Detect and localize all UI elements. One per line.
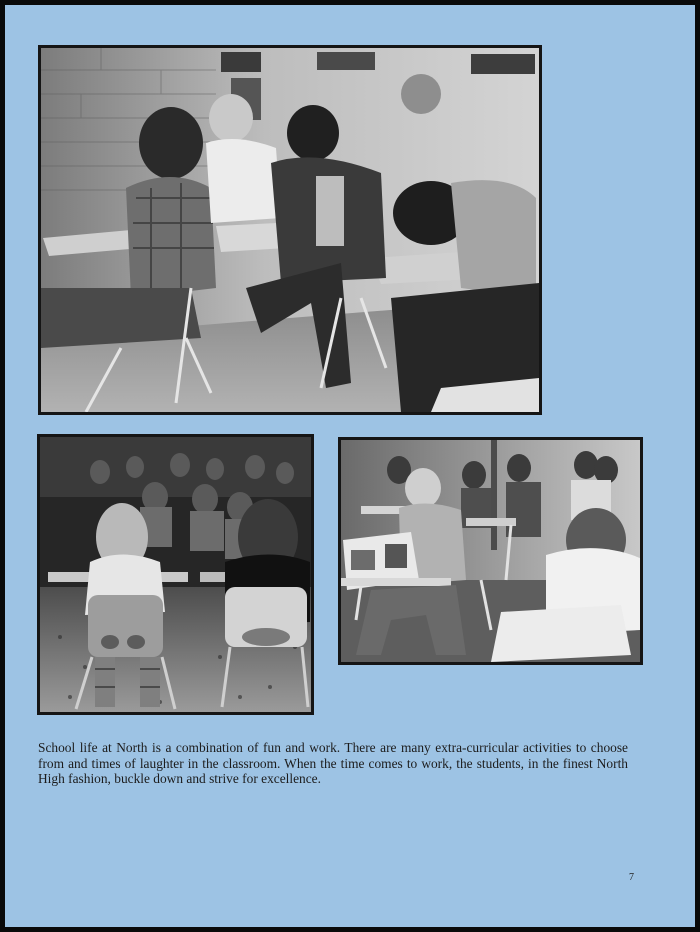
classroom-photo-top-image bbox=[41, 48, 539, 412]
classroom-photo-right bbox=[338, 437, 643, 665]
page-number: 7 bbox=[629, 872, 634, 883]
photo-caption: School life at North is a combination of fun and work. There are many extra-curricular activities to choose from and times of laughter in the classroom. When the time comes to work, the students, in the finest North High fashion, buckle down and strive for excellence. bbox=[38, 740, 628, 786]
classroom-photo-right-image bbox=[341, 440, 640, 662]
classroom-photo-left bbox=[37, 434, 314, 715]
classroom-photo-left-image bbox=[40, 437, 311, 712]
yearbook-page bbox=[5, 5, 695, 927]
classroom-photo-top bbox=[38, 45, 542, 415]
